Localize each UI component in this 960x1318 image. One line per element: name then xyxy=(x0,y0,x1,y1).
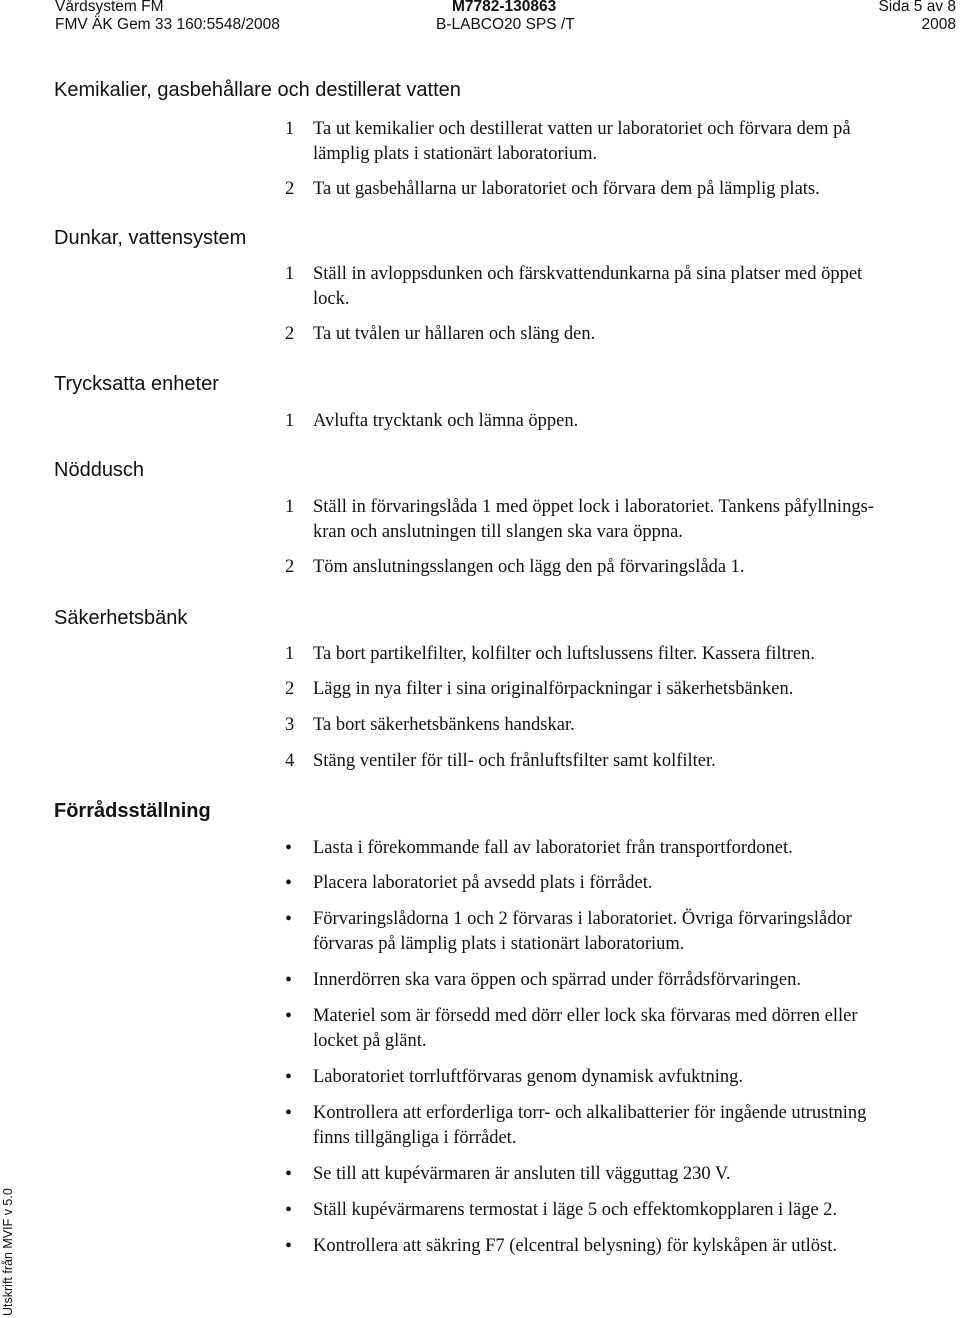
item-text: Lägg in nya filter i sina originalförpackningar i säkerhetsbänken. xyxy=(313,679,794,699)
item-number: 1 xyxy=(285,264,295,284)
item-text: Stäng ventiler för till- och frånluftsfilter samt kolfilter. xyxy=(313,751,716,771)
item-text: Kontrollera att säkring F7 (elcentral belysning) för kylskåpen är utlöst. xyxy=(313,1236,838,1256)
item-number: 2 xyxy=(285,179,295,199)
item-text: Förvaringslådorna 1 och 2 förvaras i laboratoriet. Övriga förvaringslådor xyxy=(313,909,852,929)
item-number: 1 xyxy=(285,497,295,517)
bullet-icon: • xyxy=(285,1199,293,1221)
item-text: kran och anslutningen till slangen ska vara öppna. xyxy=(313,522,683,542)
header-system-name: Vårdsystem FM xyxy=(55,0,164,15)
header-document-type: B-LABCO20 SPS /T xyxy=(436,16,575,33)
section-heading-kemikalier: Kemikalier, gasbehållare och destillerat vatten xyxy=(54,79,461,101)
item-text: Ta ut gasbehållarna ur laboratoriet och förvara dem på lämplig plats. xyxy=(313,179,820,199)
section-heading-sakerhetsbank: Säkerhetsbänk xyxy=(54,607,188,629)
item-number: 3 xyxy=(285,715,295,735)
bullet-icon: • xyxy=(285,1163,293,1185)
item-text: Materiel som är försedd med dörr eller lock ska förvaras med dörren eller xyxy=(313,1006,858,1026)
section-heading-trycksatta: Trycksatta enheter xyxy=(54,373,219,395)
item-text: Ta ut tvålen ur hållaren och släng den. xyxy=(313,324,596,344)
section-heading-forradsstallning: Förrådsställning xyxy=(54,800,211,822)
item-text: Avlufta trycktank och lämna öppen. xyxy=(313,411,579,431)
item-text: Töm anslutningsslangen och lägg den på förvaringslåda 1. xyxy=(313,557,745,577)
item-text: Ta bort säkerhetsbänkens handskar. xyxy=(313,715,575,735)
bullet-icon: • xyxy=(285,1102,293,1124)
item-number: 2 xyxy=(285,557,295,577)
header-document-reference: FMV ÄK Gem 33 160:5548/2008 xyxy=(55,16,280,33)
print-source-label: Utskrift från MVIF v 5.0 xyxy=(1,1188,15,1316)
item-text: Ställ kupévärmarens termostat i läge 5 och effektomkopplaren i läge 2. xyxy=(313,1200,838,1220)
item-text: Ställ in avloppsdunken och färskvattendunkarna på sina platser med öppet xyxy=(313,264,863,284)
item-text: Laboratoriet torrluftförvaras genom dynamisk avfuktning. xyxy=(313,1067,743,1087)
item-text: Innerdörren ska vara öppen och spärrad under förrådsförvaringen. xyxy=(313,970,801,990)
item-number: 4 xyxy=(285,751,295,771)
item-text: förvaras på lämplig plats i stationärt laboratorium. xyxy=(313,934,685,954)
bullet-icon: • xyxy=(285,837,293,859)
item-number: 2 xyxy=(285,324,295,344)
item-text: lämplig plats i stationärt laboratorium. xyxy=(313,144,598,164)
bullet-icon: • xyxy=(285,969,293,991)
item-text: lock. xyxy=(313,289,350,309)
item-text: Ta bort partikelfilter, kolfilter och luftslussens filter. Kassera filtren. xyxy=(313,644,815,664)
item-text: locket på glänt. xyxy=(313,1031,427,1051)
item-text: Ställ in förvaringslåda 1 med öppet lock i laboratoriet. Tankens påfyllnings- xyxy=(313,497,874,517)
section-heading-dunkar: Dunkar, vattensystem xyxy=(54,227,247,249)
header-page-number: Sida 5 av 8 xyxy=(878,0,956,15)
item-number: 1 xyxy=(285,644,295,664)
item-text: Placera laboratoriet på avsedd plats i förrådet. xyxy=(313,873,653,893)
item-number: 2 xyxy=(285,679,295,699)
bullet-icon: • xyxy=(285,872,293,894)
section-heading-noddusch: Nöddusch xyxy=(54,459,145,481)
header-year: 2008 xyxy=(921,16,956,33)
bullet-icon: • xyxy=(285,908,293,930)
bullet-icon: • xyxy=(285,1066,293,1088)
item-text: Se till att kupévärmaren är ansluten till vägguttag 230 V. xyxy=(313,1164,731,1184)
item-text: Lasta i förekommande fall av laboratoriet från transportfordonet. xyxy=(313,838,793,858)
item-text: Ta ut kemikalier och destillerat vatten ur laboratoriet och förvara dem på xyxy=(313,119,851,139)
bullet-icon: • xyxy=(285,1005,293,1027)
item-number: 1 xyxy=(285,119,295,139)
item-text: finns tillgängliga i förrådet. xyxy=(313,1128,517,1148)
header-document-number: M7782-130863 xyxy=(452,0,557,15)
item-text: Kontrollera att erforderliga torr- och alkalibatterier för ingående utrustning xyxy=(313,1103,867,1123)
bullet-icon: • xyxy=(285,1235,293,1257)
item-number: 1 xyxy=(285,411,295,431)
